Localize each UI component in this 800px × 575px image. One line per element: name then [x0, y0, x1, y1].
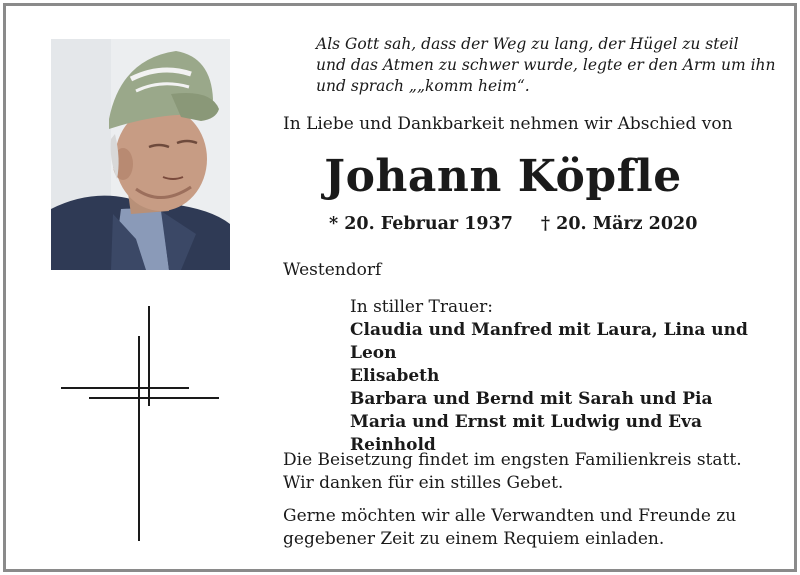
requiem-notice	[283, 505, 763, 551]
mourner: Maria und Ernst mit Ludwig und Eva	[350, 412, 703, 432]
death-date: † 20. März 2020	[540, 214, 698, 234]
notice-line: Die Beisetzung findet im engsten Familienkreis statt.	[283, 450, 742, 470]
birth-date: * 20. Februar 1937	[329, 214, 513, 234]
mourners-list	[350, 296, 794, 457]
quote-line: und das Atmen zu schwer wurde, legte er den Arm um ihn	[316, 56, 776, 74]
obituary-card	[3, 3, 797, 572]
portrait-photo	[51, 39, 230, 270]
notice-line: gegebener Zeit zu einem Requiem einladen.	[283, 529, 665, 549]
mourner: Barbara und Bernd mit Sarah und Pia	[350, 389, 713, 409]
quote	[316, 34, 786, 97]
mourner: Reinhold	[350, 435, 436, 455]
quote-line: Als Gott sah, dass der Weg zu lang, der Hügel zu steil	[316, 35, 739, 53]
life-dates	[329, 214, 697, 234]
quote-line: und sprach „„komm heim“.	[316, 77, 530, 95]
place: Westendorf	[283, 260, 382, 280]
mourner: Claudia und Manfred mit Laura, Lina und Leon	[350, 320, 748, 363]
mourners-lead: In stiller Trauer:	[350, 297, 493, 317]
notice-line: Wir danken für ein stilles Gebet.	[283, 473, 564, 493]
funeral-notice	[283, 449, 763, 495]
deceased-name: Johann Köpfle	[324, 151, 682, 202]
cross-icon	[61, 306, 226, 546]
portrait-illustration	[51, 39, 230, 270]
notice-line: Gerne möchten wir alle Verwandten und Freunde zu	[283, 506, 737, 526]
mourner: Elisabeth	[350, 366, 440, 386]
intro-text: In Liebe und Dankbarkeit nehmen wir Abschied von	[283, 114, 733, 134]
